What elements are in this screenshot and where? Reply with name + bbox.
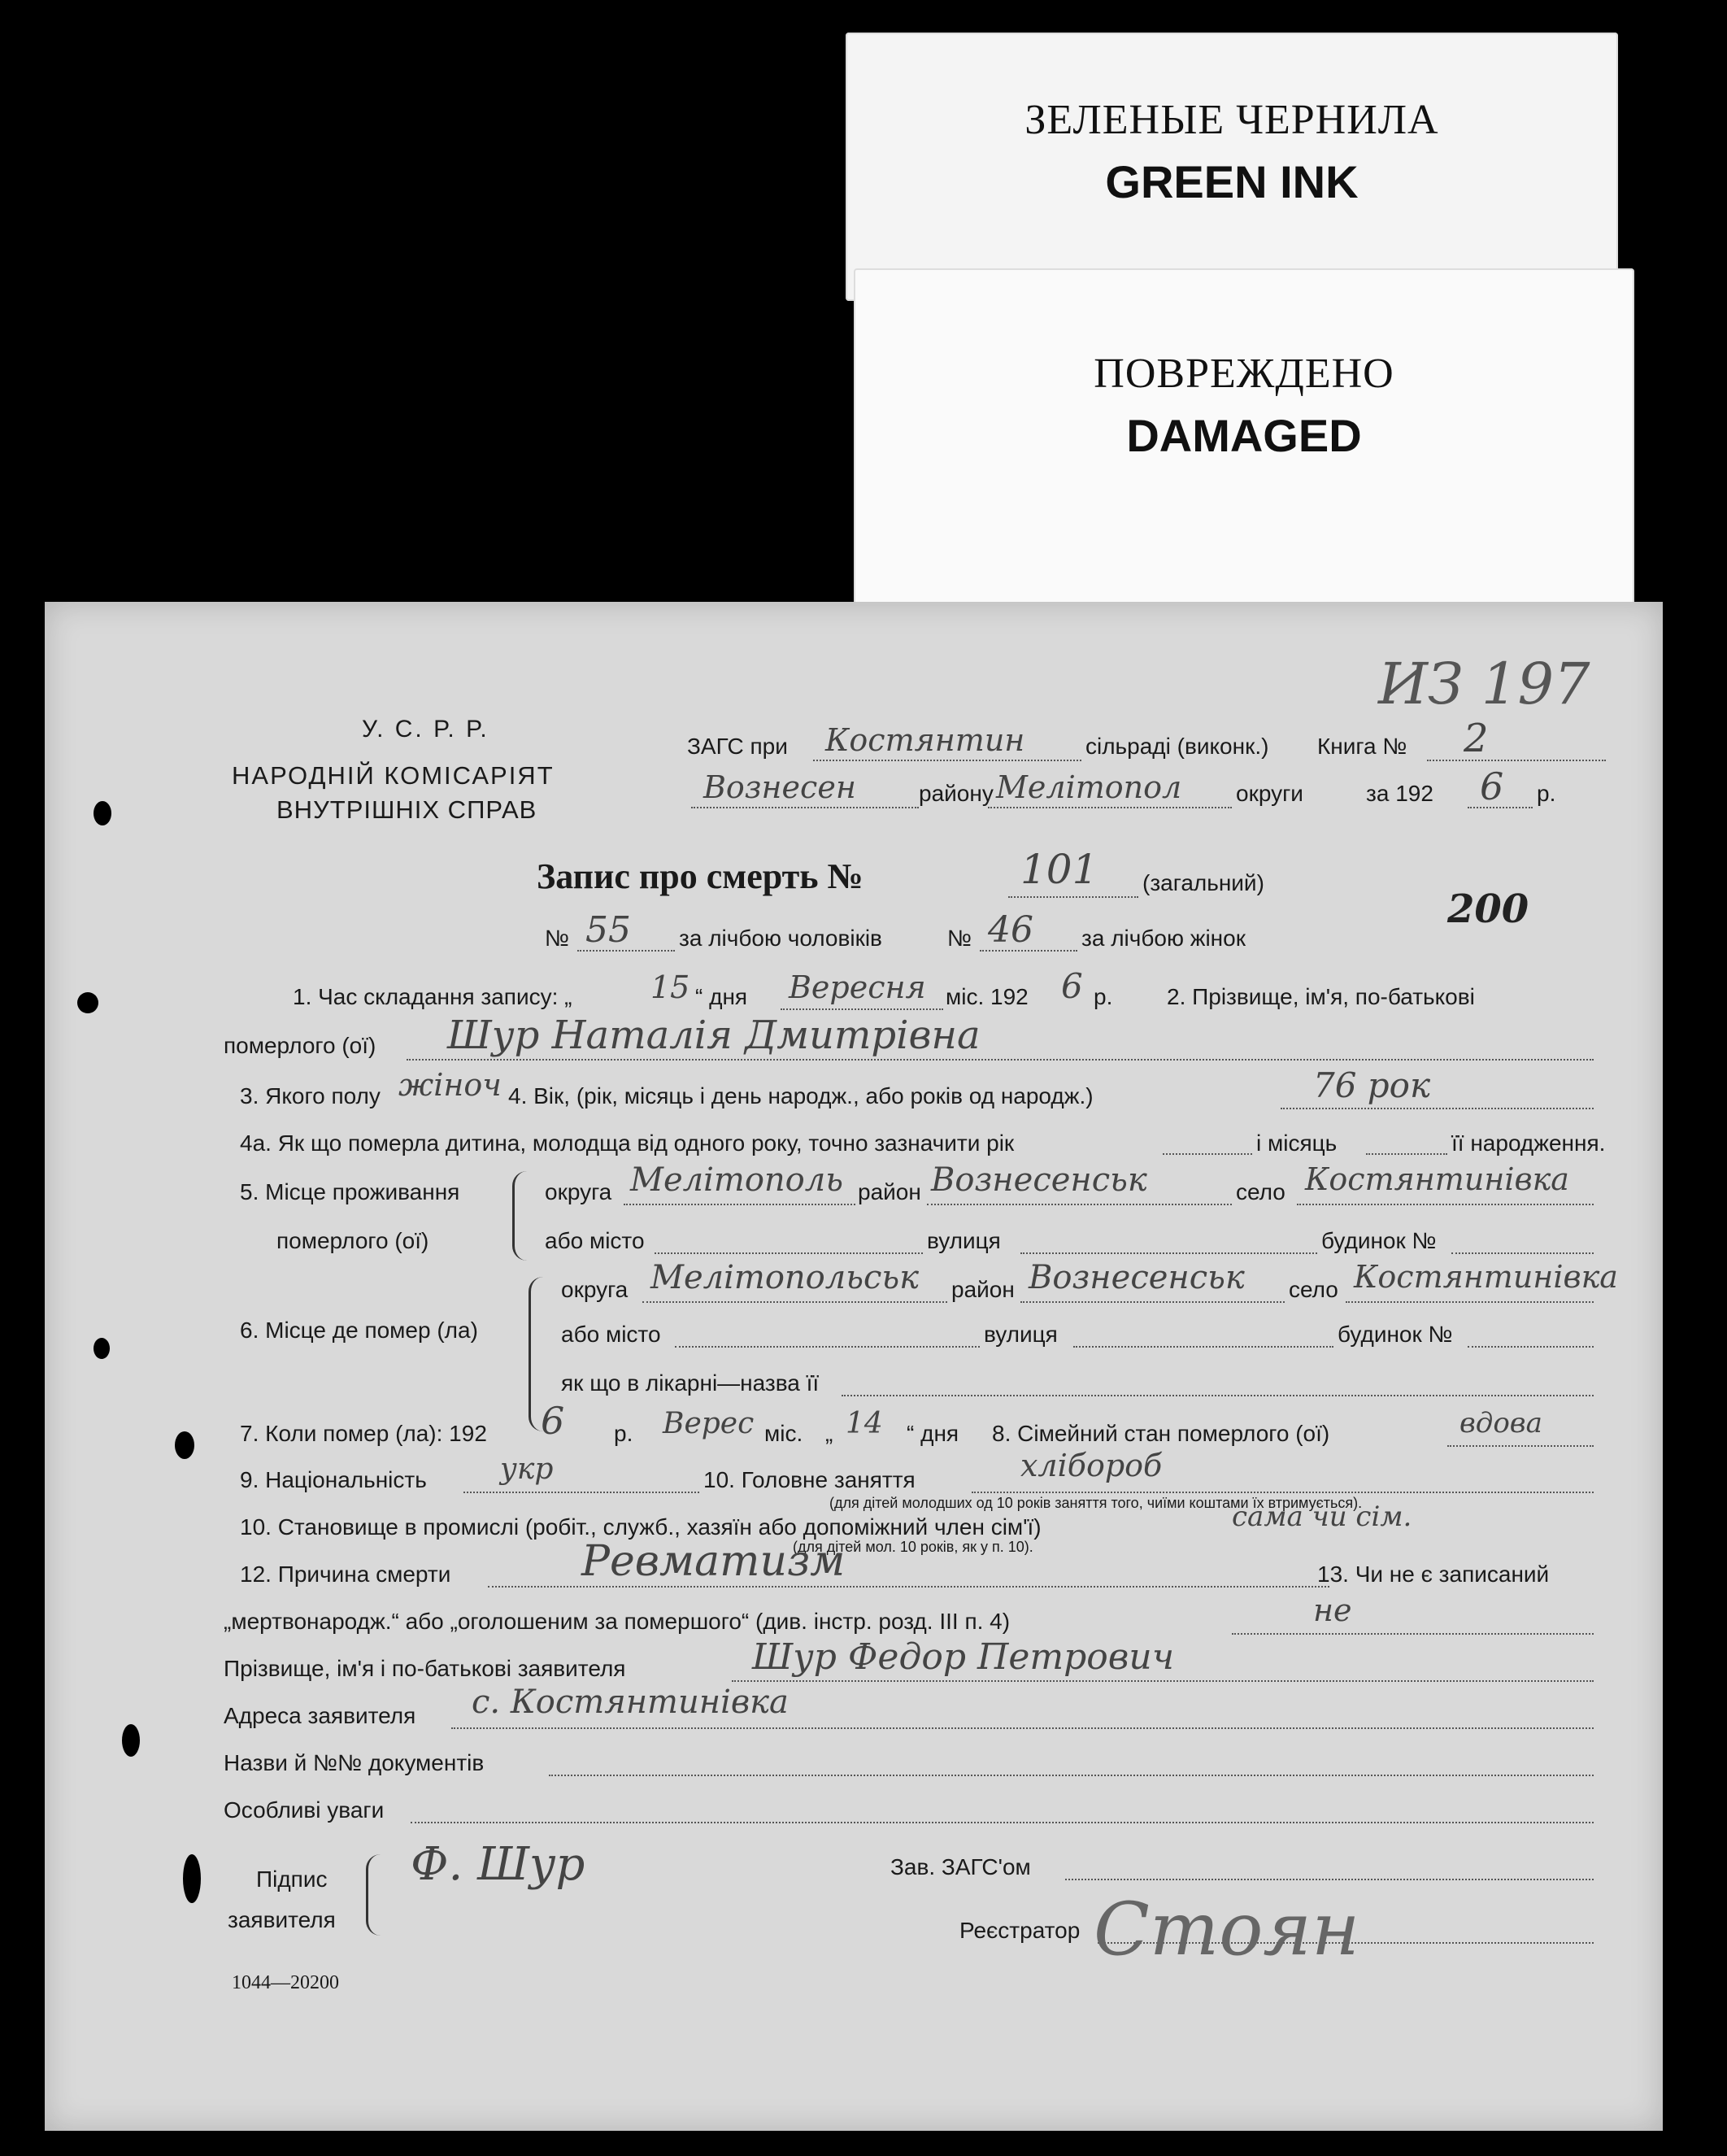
item-8-label: 8. Сімейний стан померлого (ої) (992, 1421, 1330, 1446)
item-4a-label: 4а. Як що померла дитина, молодща від одного року, точно зазначити рік (240, 1130, 1015, 1156)
nationality-line (463, 1492, 699, 1493)
death-house-label: будинок № (1338, 1322, 1453, 1347)
okruga-line (988, 807, 1232, 808)
za-192-label: за 192 (1366, 781, 1433, 806)
item-7-day-label: “ дня (907, 1421, 959, 1446)
signature-label-2: заявителя (228, 1907, 336, 1932)
damaged-ru-text: ПОВРЕЖДЕНО (1094, 351, 1394, 397)
binder-hole (94, 1338, 110, 1359)
death-month-handwriting: Верес (663, 1407, 755, 1440)
item-10b-note: (для дітей мол. 10 років, як у п. 10). (793, 1539, 1033, 1555)
item-2-label: 2. Прізвище, ім'я, по-батькові (1167, 984, 1475, 1009)
applicant-address-label: Адреса заявителя (224, 1703, 416, 1728)
year-r-label: р. (1537, 781, 1556, 806)
child-month-line (1366, 1153, 1447, 1155)
res-selo-label: село (1236, 1179, 1285, 1204)
green-ink-ru-text: ЗЕЛЕНЫЕ ЧЕРНИЛА (1024, 97, 1439, 143)
item-12-label: 12. Причина смерти (240, 1561, 451, 1587)
damaged-label-card (854, 268, 1634, 610)
book-no-handwriting: 2 (1464, 716, 1489, 761)
registrar-label: Реєстратор (959, 1918, 1081, 1943)
item-13-label: 13. Чи не є записаний (1317, 1561, 1550, 1587)
item-1-r-label: р. (1094, 984, 1113, 1009)
okrugy-label: округи (1236, 781, 1303, 806)
book-label: Книга № (1317, 734, 1407, 759)
applicant-name-handwriting: Шур Федор Петрович (752, 1636, 1175, 1678)
hospital-line (842, 1395, 1594, 1396)
women-no-handwriting: 46 (988, 909, 1033, 951)
year-1-handwriting: 6 (1061, 966, 1083, 1006)
occupation-handwriting: хлібороб (1020, 1448, 1163, 1483)
republic-header: У. С. Р. Р. (362, 716, 489, 743)
death-okruga-line (642, 1301, 947, 1303)
month-handwriting: Вересня (789, 969, 926, 1005)
notes-label: Особливі уваги (224, 1797, 385, 1823)
registrar-signature-handwriting: Стоян (1094, 1887, 1360, 1972)
res-okruga-handwriting: Мелітополь (630, 1161, 843, 1199)
death-okruga-label: округа (561, 1277, 629, 1302)
item-13-detail-label: „мертвонародж.“ або „оголошеним за помершого“ (див. інстр. розд. III п. 4) (224, 1609, 1011, 1634)
binder-hole (122, 1724, 140, 1757)
corner-archive-note: ИЗ 197 (1378, 651, 1590, 717)
record-no-handwriting: 101 (1020, 846, 1098, 893)
record-no-line (1008, 896, 1138, 898)
applicant-name-label: Прізвище, ім'я і по-батькові заявителя (224, 1656, 626, 1681)
item-1-month-label: міс. 192 (946, 984, 1029, 1009)
death-street-line (1073, 1346, 1333, 1348)
death-raion-handwriting: Вознесенськ (1029, 1259, 1245, 1296)
applicant-address-line (451, 1727, 1594, 1729)
men-no-sign: № (545, 926, 570, 951)
day-handwriting: 15 (650, 969, 690, 1005)
death-raion-label: район (951, 1277, 1015, 1302)
applicant-address-handwriting: с. Костянтинівка (472, 1683, 789, 1721)
documents-line (549, 1775, 1594, 1776)
silradi-label: сільраді (виконк.) (1085, 734, 1269, 759)
stillborn-handwriting: не (1313, 1592, 1352, 1628)
zav-zags-line (1065, 1879, 1594, 1880)
death-house-line (1468, 1346, 1594, 1348)
res-house-label: будинок № (1321, 1228, 1437, 1253)
hospital-label: як що в лікарні—назва її (561, 1370, 820, 1396)
res-city-line (655, 1252, 923, 1254)
item-5-label: 5. Місце проживання (240, 1179, 460, 1204)
women-count-label: за лічбою жінок (1081, 926, 1246, 951)
item-10b-label: 10. Становище в промислі (робіт., служб., хазяїн або допоміжний член сім'ї) (240, 1514, 1042, 1540)
cause-handwriting: Ревматизм (581, 1537, 846, 1586)
child-year-line (1163, 1153, 1252, 1155)
item-7-quote-label: „ (825, 1421, 833, 1446)
res-house-line (1451, 1252, 1594, 1254)
stillborn-line (1232, 1633, 1594, 1635)
raion-handwriting: Вознесен (703, 769, 856, 805)
item-6-label: 6. Місце де помер (ла) (240, 1318, 478, 1343)
position-handwriting: сама чи сім. (1232, 1500, 1412, 1533)
item-9-label: 9. Національність (240, 1467, 427, 1492)
marital-line (1447, 1445, 1594, 1447)
res-okruga-label: округа (545, 1179, 612, 1204)
item-3-label: 3. Якого полу (240, 1083, 381, 1108)
age-line (1281, 1108, 1594, 1109)
green-ink-en-text: GREEN INK (1105, 156, 1359, 207)
death-okruga-handwriting: Мелітопольськ (650, 1259, 920, 1296)
binder-hole (94, 801, 111, 825)
record-title: Запис про смерть № (537, 856, 864, 896)
green-ink-label-card (846, 33, 1618, 301)
death-selo-label: село (1289, 1277, 1338, 1302)
raionu-label: району (919, 781, 994, 806)
death-selo-handwriting: Костянтинівка (1354, 1259, 1618, 1295)
women-no-sign: № (947, 926, 972, 951)
commissariat-line-1: НАРОДНІЙ КОМІСАРІЯТ (232, 761, 555, 790)
signature-brace (366, 1854, 381, 1936)
binder-hole (77, 992, 98, 1013)
res-city-label: або місто (545, 1228, 645, 1253)
item-7-label: 7. Коли помер (ла): 192 (240, 1421, 487, 1446)
month-line (781, 1008, 943, 1010)
item-4a-month-label: і місяць (1256, 1130, 1338, 1156)
print-code: 1044—20200 (232, 1972, 339, 1993)
res-street-label: вулиця (927, 1228, 1001, 1253)
zav-zags-label: Зав. ЗАГС'ом (890, 1854, 1031, 1879)
res-street-line (1020, 1252, 1317, 1254)
res-selo-handwriting: Костянтинівка (1305, 1161, 1569, 1197)
item-4a-end-label: її народження. (1451, 1130, 1606, 1156)
sex-handwriting: жіноч (398, 1067, 502, 1103)
year-handwriting: 6 (1480, 764, 1504, 808)
applicant-name-line (732, 1680, 1594, 1682)
death-city-line (675, 1346, 980, 1348)
death-selo-line (1346, 1301, 1594, 1303)
binder-hole (175, 1431, 194, 1459)
death-record-form (45, 602, 1663, 2131)
item-1-day-label: “ дня (695, 984, 748, 1009)
death-day-handwriting: 14 (846, 1407, 883, 1440)
occupation-line (972, 1492, 1594, 1493)
res-raion-handwriting: Вознесенськ (931, 1161, 1147, 1199)
zags-village-handwriting: Костянтин (825, 722, 1025, 758)
item-5-brace (512, 1171, 529, 1261)
men-no-handwriting: 55 (585, 909, 631, 951)
okruga-handwriting: Мелітопол (996, 769, 1182, 805)
deceased-name-handwriting: Шур Наталія Дмитрівна (447, 1013, 981, 1058)
marital-handwriting: вдова (1459, 1407, 1542, 1440)
book-line (1427, 760, 1606, 761)
nationality-handwriting: укр (500, 1453, 554, 1486)
death-raion-line (1020, 1301, 1285, 1303)
binder-hole (183, 1854, 201, 1903)
applicant-signature-handwriting: Ф. Шур (411, 1838, 585, 1891)
item-7-r-label: р. (614, 1421, 633, 1446)
res-okruga-line (624, 1204, 855, 1205)
death-street-label: вулиця (984, 1322, 1058, 1347)
death-city-label: або місто (561, 1322, 661, 1347)
age-handwriting: 76 рок (1313, 1065, 1431, 1105)
item-4-label: 4. Вік, (рік, місяць і день народж., або років од народж.) (508, 1083, 1094, 1108)
item-10-note: (для дітей молодших од 10 років заняття того, чиїми коштами їх втримується). (829, 1495, 1363, 1511)
notes-line (411, 1822, 1594, 1823)
item-10-label: 10. Головне заняття (703, 1467, 916, 1492)
general-label: (загальний) (1142, 870, 1264, 895)
res-raion-label: район (858, 1179, 921, 1204)
raion-line (691, 807, 919, 808)
deceased-name-line (407, 1059, 1594, 1061)
zags-pri-label: ЗАГС при (687, 734, 788, 759)
item-1-label: 1. Час складання запису: „ (293, 984, 572, 1009)
signature-label-1: Підпис (256, 1866, 328, 1892)
men-count-label: за лічбою чоловіків (679, 926, 882, 951)
zags-village-line (813, 760, 1081, 761)
commissariat-line-2: ВНУТРІШНІХ СПРАВ (276, 795, 537, 824)
documents-label: Назви й №№ документів (224, 1750, 485, 1775)
cause-line (488, 1586, 1329, 1588)
res-selo-line (1297, 1204, 1594, 1205)
stamp-number: 200 (1447, 886, 1529, 932)
item-2-deceased-label: померлого (ої) (224, 1033, 376, 1058)
item-7-month-label: міс. (764, 1421, 803, 1446)
death-year-handwriting: 6 (541, 1399, 565, 1443)
damaged-en-text: DAMAGED (1126, 410, 1362, 461)
item-5-deceased-label: померлого (ої) (276, 1228, 429, 1253)
res-raion-line (927, 1204, 1232, 1205)
